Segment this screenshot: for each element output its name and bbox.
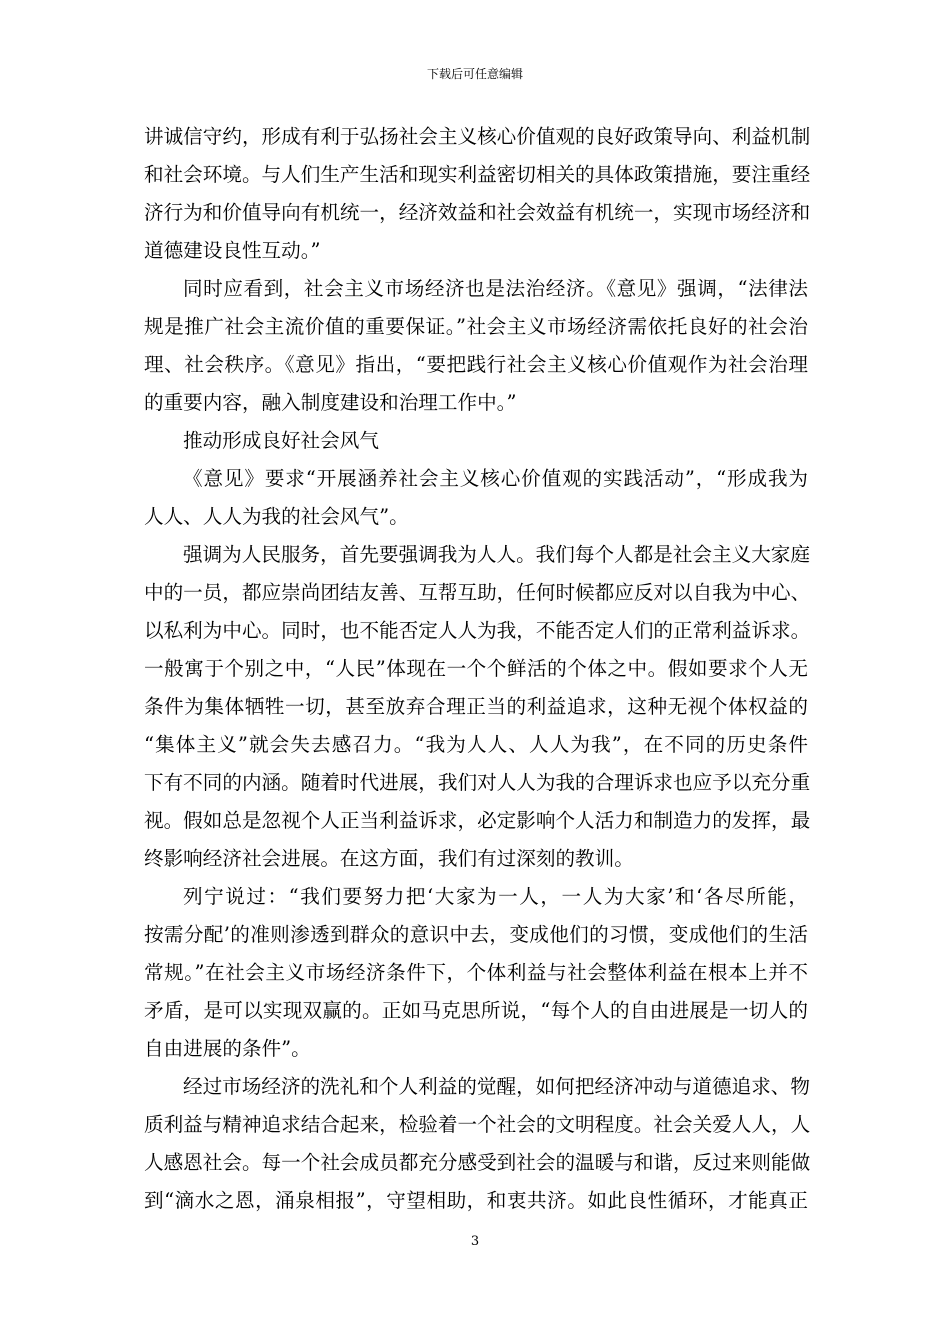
text-line: 经过市场经济的洗礼和个人利益的觉醒，如何把经济冲动与道德追求、物 bbox=[183, 1075, 810, 1098]
text-line: “集体主义”就会失去感召力。“我为人人、人人为我”，在不同的历史条件 bbox=[144, 733, 808, 756]
text-line: 列宁说过：“我们要努力把‘大家为一人，一人为大家’和‘各尽所能， bbox=[183, 885, 808, 908]
text-line: 下有不同的内涵。随着时代进展，我们对人人为我的合理诉求也应予以充分重 bbox=[144, 771, 811, 794]
text-line: 规是推广社会主流价值的重要保证。”社会主义市场经济需依托良好的社会治 bbox=[144, 315, 808, 338]
text-line: 常规。”在社会主义市场经济条件下，个体利益与社会整体利益在根本上并不 bbox=[144, 961, 808, 984]
text-line: 人感恩社会。每一个社会成员都充分感受到社会的温暖与和谐，反过来则能做 bbox=[144, 1151, 811, 1174]
text-line: 的重要内容，融入制度建设和治理工作中。” bbox=[144, 391, 517, 414]
text-line: 到“滴水之恩，涌泉相报”，守望相助，和衷共济。如此良性循环，才能真正 bbox=[144, 1189, 808, 1212]
text-line: 按需分配’的准则渗透到群众的意识中去，变成他们的习惯，变成他们的生活 bbox=[144, 923, 808, 946]
page-number: 3 bbox=[470, 1234, 480, 1249]
text-line: 一般寓于个别之中，“人民”体现在一个个鲜活的个体之中。假如要求个人无 bbox=[144, 657, 808, 680]
text-line: 同时应看到，社会主义市场经济也是法治经济。《意见》强调，“法律法 bbox=[183, 277, 808, 300]
text-line: 道德建设良性互动。” bbox=[144, 239, 321, 262]
text-line: 理、社会秩序。《意见》指出，“要把践行社会主义核心价值观作为社会治理 bbox=[144, 353, 808, 376]
text-line: 讲诚信守约，形成有利于弘扬社会主义核心价值观的良好政策导向、利益机制 bbox=[144, 125, 811, 148]
text-line: 和社会环境。与人们生产生活和现实利益密切相关的具体政策措施，要注重经 bbox=[144, 163, 811, 186]
page-header: 下载后可任意编辑 bbox=[426, 67, 523, 81]
text-line: 终影响经济社会进展。在这方面，我们有过深刻的教训。 bbox=[144, 847, 634, 870]
text-line: 矛盾，是可以实现双赢的。正如马克思所说，“每个人的自由进展是一切人的 bbox=[144, 999, 808, 1022]
text-line: 质利益与精神追求结合起来，检验着一个社会的文明程度。社会关爱人人，人 bbox=[144, 1113, 811, 1136]
text-line: 中的一员，都应崇尚团结友善、互帮互助，任何时候都应反对以自我为中心、 bbox=[144, 581, 811, 604]
text-line: 人人、人人为我的社会风气”。 bbox=[144, 505, 409, 528]
text-line: 推动形成良好社会风气 bbox=[183, 429, 379, 452]
text-line: 自由进展的条件”。 bbox=[144, 1037, 311, 1060]
text-line: 《意见》要求“开展涵养社会主义核心价值观的实践活动”，“形成我为 bbox=[183, 467, 808, 490]
text-line: 视。假如总是忽视个人正当利益诉求，必定影响个人活力和制造力的发挥，最 bbox=[144, 809, 811, 832]
text-line: 强调为人民服务，首先要强调我为人人。我们每个人都是社会主义大家庭 bbox=[183, 543, 810, 566]
text-line: 条件为集体牺牲一切，甚至放弃合理正当的利益追求，这种无视个体权益的 bbox=[144, 695, 808, 718]
text-line: 以私利为中心。同时，也不能否定人人为我，不能否定人们的正常利益诉求。 bbox=[144, 619, 811, 642]
text-line: 济行为和价值导向有机统一，经济效益和社会效益有机统一，实现市场经济和 bbox=[144, 201, 811, 224]
document-body bbox=[144, 118, 811, 1220]
